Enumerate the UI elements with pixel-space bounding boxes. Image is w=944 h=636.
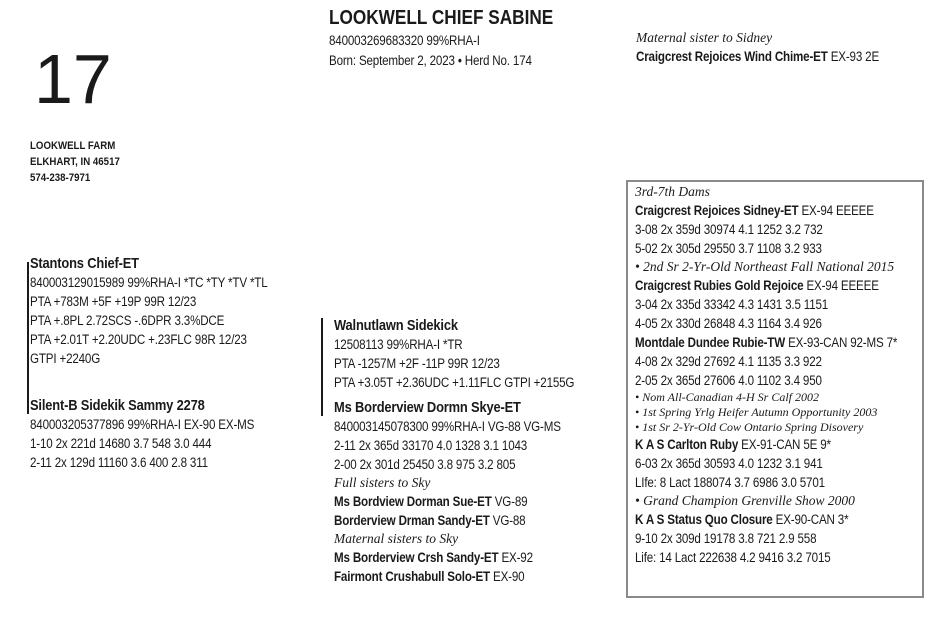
ancestral-dam-honor: • 1st Sr 2-Yr-Old Cow Ontario Spring Disovery [635, 420, 864, 434]
dam-sire-line: PTA -1257M +2F -11P 99R 12/23 [334, 356, 500, 371]
lot-number: 17 [34, 40, 112, 118]
full-sister-line [334, 511, 561, 530]
ancestral-dam-score: EX-91-CAN 5E 9* [738, 437, 831, 452]
ancestral-dam-record: 5-02 2x 305d 29550 3.7 1108 3.2 933 [635, 241, 822, 256]
maternal-sister-name: Fairmont Crushabull Solo-ET [334, 569, 490, 584]
maternal-sister-score: EX-90 [489, 569, 525, 584]
sire-line: PTA +783M +5F +19P 99R 12/23 [30, 294, 197, 309]
ancestral-dam-record: LIfe: 8 Lact 188074 3.7 6986 3.0 5701 [635, 475, 825, 490]
sire-block [30, 254, 306, 368]
dam-sire-line: 12508113 99%RHA-I *TR [334, 337, 463, 352]
maternal-sister-score: EX-93 2E [827, 49, 880, 64]
ancestral-dam-title [635, 333, 897, 352]
ancestral-dam-record: Life: 14 Lact 222638 4.2 9416 3.2 7015 [635, 550, 831, 565]
full-sister-name: Ms Bordview Dorman Sue-ET [334, 494, 492, 509]
sire-line: PTA +2.01T +2.20UDC +.23FLC 98R 12/23 [30, 332, 247, 347]
sire-dam-line: 1-10 2x 221d 14680 3.7 548 3.0 444 [30, 436, 212, 451]
animal-registration: 840003269683320 99%RHA-I [329, 33, 480, 48]
breeder-farm: LOOKWELL FARM [30, 140, 116, 152]
sire-line: PTA +.8PL 2.72SCS -.6DPR 3.3%DCE [30, 313, 225, 328]
maternal-sister-score: EX-92 [498, 550, 533, 565]
sire-dam-line: 840003205377896 99%RHA-I EX-90 EX-MS [30, 417, 255, 432]
sire-line: 840003129015989 99%RHA-I *TC *TY *TV *TL [30, 275, 268, 290]
dam-sire-line: PTA +3.05T +2.36UDC +1.11FLC GTPI +2155G [334, 375, 575, 390]
dam-line: 2-11 2x 365d 33170 4.0 1328 3.1 1043 [334, 438, 528, 453]
ancestral-dam-record: 9-10 2x 309d 19178 3.8 721 2.9 558 [635, 531, 817, 546]
breeder-block [30, 138, 132, 186]
dam-line: 2-00 2x 301d 25450 3.8 975 3.2 805 [334, 457, 516, 472]
maternal-sister-line [334, 567, 561, 586]
full-sister-score: VG-88 [489, 513, 526, 528]
ancestral-dam-record: 4-05 2x 330d 26848 4.3 1164 3.4 926 [635, 316, 822, 331]
ancestral-dam-score: EX-93-CAN 92-MS 7* [785, 335, 898, 350]
ancestral-dam-honor: • Nom All-Canadian 4-H Sr Calf 2002 [635, 390, 819, 404]
ancestral-dam-honor: • Grand Champion Grenville Show 2000 [635, 493, 855, 508]
sire-name: Stantons Chief-ET [30, 255, 139, 272]
ancestral-dams-content [635, 183, 940, 567]
dam-name: Ms Borderview Dormn Skye-ET [334, 399, 521, 416]
breeder-phone: 574-238-7971 [30, 172, 91, 184]
ancestral-dam-honor: • 2nd Sr 2-Yr-Old Northeast Fall National 2015 [635, 259, 895, 274]
sire-dam-line: 2-11 2x 129d 11160 3.6 400 2.8 311 [30, 455, 208, 470]
dam-line: 840003145078300 99%RHA-I VG-88 VG-MS [334, 419, 561, 434]
ancestral-dam-honor: • 1st Spring Yrlg Heifer Autumn Opportunity 2003 [635, 405, 878, 419]
ancestral-dam-name: Craigcrest Rejoices Sidney-ET [635, 203, 799, 218]
maternal-sister-line [334, 548, 561, 567]
dam-block [334, 398, 598, 586]
ancestral-dam-record: 3-04 2x 335d 33342 4.3 1431 3.5 1151 [635, 297, 829, 312]
dam-sire-name: Walnutlawn Sidekick [334, 317, 458, 334]
ancestral-dam-record: 3-08 2x 359d 30974 4.1 1252 3.2 732 [635, 222, 823, 237]
animal-birth-herd: Born: September 2, 2023 • Herd No. 174 [329, 53, 532, 68]
ancestral-dam-title [635, 201, 897, 220]
ancestral-dam-record: 4-08 2x 329d 27692 4.1 1135 3.3 922 [635, 354, 822, 369]
ancestral-dam-name: K A S Carlton Ruby [635, 437, 739, 452]
breeder-city: ELKHART, IN 46517 [30, 156, 120, 168]
maternal-sister-block [636, 29, 919, 66]
ancestral-dam-title [635, 510, 897, 529]
sire-bracket [27, 262, 29, 414]
ancestral-dam-name: Craigcrest Rubies Gold Rejoice [635, 278, 804, 293]
maternal-sister-line [636, 47, 879, 66]
ancestral-dam-record: 2-05 2x 365d 27606 4.0 1102 3.4 950 [635, 373, 822, 388]
full-sister-name: Borderview Drman Sandy-ET [334, 513, 490, 528]
ancestral-dam-score: EX-94 EEEEE [798, 203, 874, 218]
ancestral-dam-name: K A S Status Quo Closure [635, 512, 773, 527]
full-sisters-note: Full sisters to Sky [334, 475, 431, 490]
ancestral-dam-name: Montdale Dundee Rubie-TW [635, 335, 786, 350]
maternal-sisters-note: Maternal sisters to Sky [334, 531, 459, 546]
sire-dam-name: Silent-B Sidekik Sammy 2278 [30, 397, 205, 414]
maternal-sister-name: Craigcrest Rejoices Wind Chime-ET [636, 49, 828, 64]
sire-dam-block [30, 396, 291, 472]
full-sister-score: VG-89 [491, 494, 528, 509]
ancestral-dam-score: EX-94 EEEEE [803, 278, 879, 293]
ancestral-dam-record: 6-03 2x 365d 30593 4.0 1232 3.1 941 [635, 456, 823, 471]
ancestral-dam-title [635, 276, 897, 295]
ancestral-dam-score: EX-90-CAN 3* [772, 512, 849, 527]
full-sister-line [334, 492, 561, 511]
ancestral-dams-heading: 3rd-7th Dams [635, 184, 710, 199]
animal-name: LOOKWELL CHIEF SABINE [329, 7, 554, 29]
ancestral-dam-title [635, 435, 897, 454]
dam-bracket [321, 318, 323, 416]
dam-sire-block [334, 316, 613, 392]
maternal-sister-note: Maternal sister to Sidney [636, 30, 773, 45]
sire-line: GTPI +2240G [30, 351, 101, 366]
maternal-sister-name: Ms Borderview Crsh Sandy-ET [334, 550, 499, 565]
